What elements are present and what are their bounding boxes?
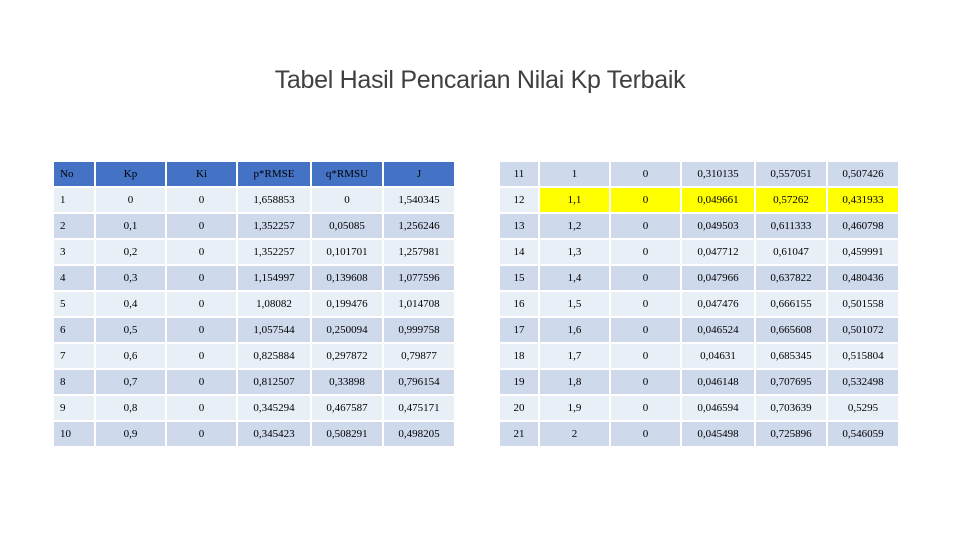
table-cell: 1,658853 [238,188,310,212]
table-cell: 9 [54,396,94,420]
table-cell: 0,046524 [682,318,754,342]
table-row [500,214,898,238]
table-cell: 12 [500,188,538,212]
table-cell: 0,61047 [756,240,826,264]
table-cell: 0,9 [96,422,165,446]
table-cell: 0,999758 [384,318,454,342]
table-row [500,422,898,446]
table-cell: 0 [167,240,236,264]
table-cell: 10 [54,422,94,446]
column-header: q*RMSU [312,162,382,186]
table-cell: 0,199476 [312,292,382,316]
table-row [500,292,898,316]
table-cell: 0 [167,370,236,394]
table-cell: 0,812507 [238,370,310,394]
table-row [500,188,898,212]
table-cell: 2 [54,214,94,238]
table-cell: 0 [167,318,236,342]
table-cell: 1,1 [540,188,609,212]
table-cell: 0,460798 [828,214,898,238]
table-row [54,344,454,368]
table-cell: 6 [54,318,94,342]
table-cell: 0,05085 [312,214,382,238]
table-cell: 0 [611,422,680,446]
table-cell: 1,154997 [238,266,310,290]
table-cell: 0,3 [96,266,165,290]
table-cell: 0 [611,188,680,212]
table-cell: 0,8 [96,396,165,420]
table-cell: 0,049503 [682,214,754,238]
table-cell: 0 [611,396,680,420]
table-cell: 0 [167,344,236,368]
table-cell: 0,665608 [756,318,826,342]
table-row [54,188,454,212]
table-cell: 0,532498 [828,370,898,394]
table-cell: 0,707695 [756,370,826,394]
table-cell: 1 [54,188,94,212]
table-cell: 0,345294 [238,396,310,420]
table-cell: 1,057544 [238,318,310,342]
table-cell: 1,352257 [238,240,310,264]
column-header: J [384,162,454,186]
table-cell: 1,5 [540,292,609,316]
table-cell: 0,480436 [828,266,898,290]
table-cell: 0,498205 [384,422,454,446]
table-cell: 0,6 [96,344,165,368]
table-cell: 0 [611,266,680,290]
table-cell: 1,540345 [384,188,454,212]
table-cell: 0 [167,214,236,238]
table-row [500,240,898,264]
table-cell: 0,725896 [756,422,826,446]
table-cell: 0 [167,422,236,446]
table-header-row [54,162,454,186]
table-cell: 0 [167,292,236,316]
table-cell: 0 [167,266,236,290]
table-cell: 20 [500,396,538,420]
table-cell: 5 [54,292,94,316]
table-cell: 1,352257 [238,214,310,238]
table-row [54,214,454,238]
table-cell: 0,431933 [828,188,898,212]
table-cell: 0,57262 [756,188,826,212]
table-cell: 0,703639 [756,396,826,420]
table-cell: 0,297872 [312,344,382,368]
table-cell: 0,046148 [682,370,754,394]
table-row [500,344,898,368]
table-cell: 1,7 [540,344,609,368]
table-cell: 0,04631 [682,344,754,368]
table-cell: 0 [611,370,680,394]
table-cell: 0,345423 [238,422,310,446]
table-cell: 13 [500,214,538,238]
table-cell: 0,7 [96,370,165,394]
table-cell: 0,250094 [312,318,382,342]
table-cell: 16 [500,292,538,316]
table-cell: 0,101701 [312,240,382,264]
table-cell: 0,310135 [682,162,754,186]
table-row [500,396,898,420]
results-table-right [498,160,900,448]
table-cell: 0,047966 [682,266,754,290]
table-cell: 7 [54,344,94,368]
table-cell: 8 [54,370,94,394]
table-cell: 0,4 [96,292,165,316]
table-cell: 0,5295 [828,396,898,420]
table-row [54,266,454,290]
table-row [54,422,454,446]
table-cell: 0 [96,188,165,212]
table-cell: 0 [611,318,680,342]
table-cell: 1,256246 [384,214,454,238]
table-cell: 4 [54,266,94,290]
table-cell: 0,139608 [312,266,382,290]
table-cell: 21 [500,422,538,446]
table-row [500,162,898,186]
table-cell: 11 [500,162,538,186]
table-cell: 0,1 [96,214,165,238]
table-cell: 1,2 [540,214,609,238]
table-cell: 0 [611,240,680,264]
column-header: No [54,162,94,186]
page-title: Tabel Hasil Pencarian Nilai Kp Terbaik [274,66,686,94]
table-cell: 1,8 [540,370,609,394]
table-cell: 0,045498 [682,422,754,446]
results-table-left [52,160,456,448]
table-cell: 0,546059 [828,422,898,446]
table-row [54,370,454,394]
table-cell: 1,08082 [238,292,310,316]
table-cell: 0,637822 [756,266,826,290]
table-cell: 0,047712 [682,240,754,264]
column-header: Ki [167,162,236,186]
table-cell: 17 [500,318,538,342]
table-cell: 0 [611,162,680,186]
table-cell: 1,257981 [384,240,454,264]
table-cell: 0,501558 [828,292,898,316]
table-cell: 0 [167,188,236,212]
table-cell: 0,685345 [756,344,826,368]
table-cell: 0,049661 [682,188,754,212]
column-header: p*RMSE [238,162,310,186]
table-row [54,396,454,420]
table-cell: 0,501072 [828,318,898,342]
table-cell: 15 [500,266,538,290]
table-cell: 0 [167,396,236,420]
table-row [54,240,454,264]
table-row [54,318,454,342]
table-cell: 0,508291 [312,422,382,446]
table-cell: 0 [312,188,382,212]
table-cell: 3 [54,240,94,264]
table-cell: 1,4 [540,266,609,290]
table-cell: 0,557051 [756,162,826,186]
table-row [500,318,898,342]
table-cell: 1,3 [540,240,609,264]
table-cell: 18 [500,344,538,368]
table-cell: 0,611333 [756,214,826,238]
table-cell: 19 [500,370,538,394]
table-cell: 0,459991 [828,240,898,264]
table-cell: 0,796154 [384,370,454,394]
table-cell: 0,666155 [756,292,826,316]
table-cell: 0,33898 [312,370,382,394]
table-cell: 0 [611,344,680,368]
table-cell: 0,047476 [682,292,754,316]
table-cell: 0,475171 [384,396,454,420]
table-cell: 0,2 [96,240,165,264]
table-cell: 0 [611,292,680,316]
table-cell: 0,467587 [312,396,382,420]
table-cell: 1 [540,162,609,186]
table-cell: 1,9 [540,396,609,420]
table-cell: 0,79877 [384,344,454,368]
table-cell: 14 [500,240,538,264]
table-row [500,266,898,290]
table-cell: 0,825884 [238,344,310,368]
table-cell: 1,014708 [384,292,454,316]
column-header: Kp [96,162,165,186]
table-cell: 0,515804 [828,344,898,368]
table-cell: 1,077596 [384,266,454,290]
table-cell: 0,046594 [682,396,754,420]
table-cell: 0,507426 [828,162,898,186]
table-cell: 0,5 [96,318,165,342]
table-row [54,292,454,316]
table-cell: 2 [540,422,609,446]
table-cell: 0 [611,214,680,238]
table-cell: 1,6 [540,318,609,342]
table-row [500,370,898,394]
